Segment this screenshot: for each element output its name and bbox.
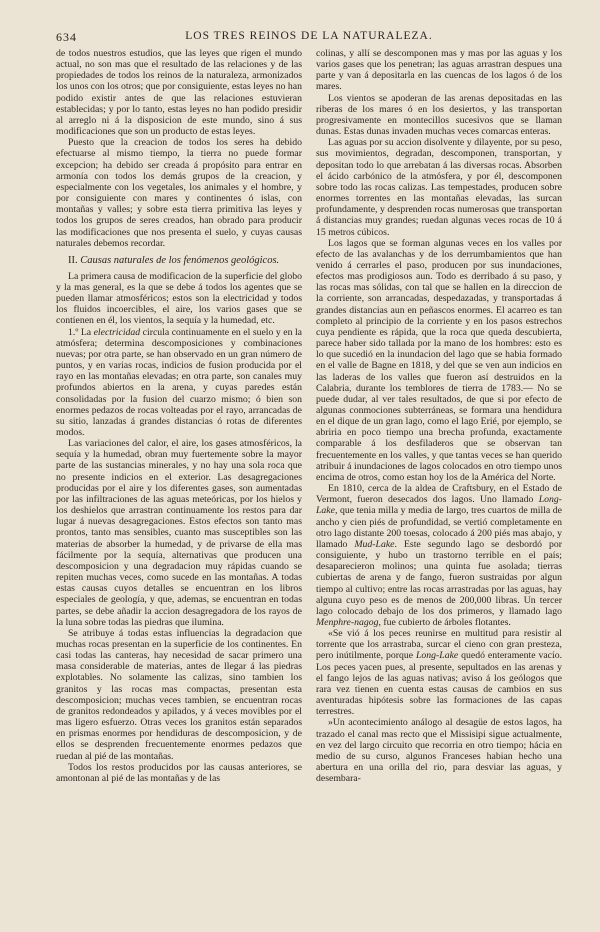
section-title: Causas naturales de los fenómenos geológicos. bbox=[80, 254, 280, 266]
lake-name: Menphre-nagog bbox=[316, 616, 379, 628]
paragraph: colinas, y allí se descomponen mas y mas por las aguas y los varios gases que los penetran; las aguas arrastran despues una parte y van á depositarla en las cuencas de los lagos ó de los mares. bbox=[316, 48, 562, 93]
paragraph: »Un acontecimiento análogo al desagüe de estos lagos, ha trazado el canal mas recto que el Missisipi sigue actualmente, en vez del largo circuito que recorria en otro tiempo; hácia en medio de su curso, algunos Franceses habian hecho una abertura en una orilla del rio, para desviar las aguas, y desembara- bbox=[316, 717, 562, 785]
paragraph: «Se vió á los peces reunirse en multitud para resistir al torrente que los arrastraba, surcar el cieno con gran presteza, pero inútilmente, porque Long-Lake quedó enteramente vacío. Los peces yacen pues, al presente, sepultados en las arenas y el fango lejos de las aguas nativas; aviso á los geólogos que rara vez tienen en cuenta estas causas de cambios en sus aventuradas hipótesis sobre las formaciones de las capas terrestres. bbox=[316, 628, 563, 718]
paragraph: Los vientos se apoderan de las arenas depositadas en las riberas de los mares ó en los desiertos, y las transportan progresivamente en montecillos sucesivos que se llaman dunas. Estas dunas invaden muchas veces comarcas enteras. bbox=[316, 92, 562, 138]
page-number: 634 bbox=[56, 30, 77, 44]
paragraph: Las aguas por su accion disolvente y dilayente, por su peso, sus movimientos, degradan, descomponen, transportan, y depositan todo lo que arrebatan á las diversas rocas. Absorben el ácido carbónico de la atmósfera, y por él, descomponen sobre todo las rocas calizas. Las tempestades, producen sobre enormes torrentes en las montañas elevadas, las surcan profundamente, y desprenden rocas numerosas que transportan á distancias muy grandes; ruedan algunas veces rocas de 10 á 15 metros cúbicos. bbox=[316, 137, 562, 238]
page-header bbox=[56, 28, 562, 46]
paragraph: En 1810, cerca de la aldea de Craftsbury, en el Estado de Vermont, fueron desecados dos lagos. Uno llamado Long-Lake, que tenia milla y media de largo, tres cuartos de milla de ancho y cien piés de profundidad, se vertió completamente en otro lago distante 200 toesas, colocado á 200 piés mas abajo, y llamado Mud-Lake. Este segundo lago se desbordó por consiguiente, y hubo un trastorno terrible en el país; desaparecieron molinos; una quinta fue asolada; tierras cubiertas de arena y de fango, fueron sustraidas por algun tiempo al cultivo; entre las rocas arrastradas por las aguas, hay alguna cuyo peso es de menos de 200,000 libras. Un tercer lago colocado debajo de los dos primeros, y llamado lago Menphre-nagog, fue cubierto de árboles flotantes. bbox=[316, 483, 562, 628]
paragraph: Se atribuye á todas estas influencias la degradacion que muchas rocas presentan en la superficie de los continentes. En casi todas las canteras, hay necesidad de sacar primero una masa considerable de materias, antes de llegar á las piedras explotables. No solamente las calizas, sino tambien los granitos y las rocas mas compactas, presentan esta descomposicion; muchas veces tambien, se encuentran rocas de granitos redondeados y apilados, y á veces movibles por el mas ligero esfuerzo. Otras veces los granitos están separados en prismas enormes por hendiduras de descomposicion, y de ellos se desprenden frecuentemente enormes pedazos que ruedan al pié de las montañas. bbox=[56, 627, 302, 762]
paragraph: Los lagos que se forman algunas veces en los valles por efecto de las avalanchas y de los derrumbamientos que han venido á cerrarles el paso, producen por sus inundaciones, efectos mas prodigiosos aun. Todo es derribado á su paso, y las rocas mas sólidas, con tal que se hallen en la direccion de la corriente, son arrancadas, despedazadas, y transportadas á grandes distancias aun en peñascos enormes. El acarreo es tan completo al principio de la corriente y en los pasos estrechos cuya pendiente es rápida, que la roca que queda descubierta, parece haber sido tallada por la mano de los hombres: esto es lo que sucedió en la inundacion del lago que se habia formado en el valle de Bagne en 1818, y del que se ven aun indicios en las laderas de los valles que fueron así destruidos en la Calabria, durante los temblores de tierra de 1783.— No se puede dudar, al ver tales resultados, de que si por efecto de algunas conmociones subterráneas, se formara una hendidura en el dique de un gran lago, como el lago Erié, por ejemplo, se abriria en poco tiempo una brecha profunda, exactamente comparable á los desfiladeros que se observan tan frecuentemente en los valles, y que tantas veces se han querido atribuir á inundaciones de lagos colocados en otro tiempo unos encima de otros, como estan hoy los de la América del Norte. bbox=[316, 237, 562, 483]
lake-name: Mud-Lake bbox=[354, 538, 395, 550]
paragraph: La primera causa de modificacion de la superficie del globo y la mas general, es la que se debe á todos los agentes que se pueden llamar atmosféricos; estos son la electricidad y todos los fluidos incoercibles, el aire, los varios gases que se contienen en él, los vientos, la sequía y la humedad, etc. bbox=[56, 270, 302, 327]
section-heading bbox=[56, 255, 302, 266]
paragraph: Puesto que la creacion de todos los seres ha debido efectuarse al mismo tiempo, la tierra no puede formar excepcion; ha debido ser creada á propósito para entrar en armonía con todos los demás grupos de la creacion, y especialmente con los vegetales, los animales y el hombre, y por consiguiente con mares y continentes ó islas, con montañas y valles; y sobre esta tierra primitiva las leyes y todos los grupos de seres creados, han obrado para producir las modificaciones que nos presenta el suelo, y cuyas causas naturales debemos recordar. bbox=[56, 137, 302, 249]
section-number: II. bbox=[68, 254, 78, 266]
left-column bbox=[56, 48, 302, 784]
text-columns bbox=[56, 48, 562, 784]
lake-name: Long-Lake bbox=[316, 494, 562, 517]
lake-name: Long-Lake bbox=[416, 650, 459, 662]
paragraph: de todos nuestros estudios, que las leyes que rigen el mundo actual, no son mas que el resultado de las relaciones y de las propiedades de todos los reinos de la naturaleza, armonizados los unos con los otros; que por consiguiente, estas leyes no han podido existir antes de que las relaciones estuvieran establecidas; y por lo tanto, estas leyes no han podido presidir al arreglo ni á la disposicion de este mundo, sino á sus modificaciones que son un producto de estas leyes. bbox=[56, 48, 302, 138]
right-column bbox=[316, 48, 562, 784]
paragraph: Las variaciones del calor, el aire, los gases atmosféricos, la sequía y la humedad, obran muy fuertemente sobre la mayor parte de las sustancias minerales, y no hay una sola roca que no presente indicios en el exterior. Las desagregaciones producidas por el aire y los diferentes gases, son aumentadas por las infiltraciones de las aguas meteóricas, por los hielos y los deshielos que arrastran continuamente los restos para dar lugar á nuevas desagregaciones. Estos efectos son tanto mas prontos, tanto mas sensibles, cuanto mas susceptibles son las materias de absorber la humedad, y de privarse de ella mas fácilmente por la sequía, alternativas que producen una descomposicion y una degradacion muy rápidas cuando se repiten muchas veces, como sucede en las montañas. A todas estas causas cuyos detalles se encuentran en los libros especiales de geología, y que, ademas, se encuentran en todas partes, se debe añadir la accion desagregadora de los rayos de la luna sobre todas las piedras que ilumina. bbox=[56, 438, 302, 628]
paragraph: Todos los restos producidos por las causas anteriores, se amontonan al pié de las montañas y de las bbox=[56, 761, 302, 784]
running-title: LOS TRES REINOS DE LA NATURALEZA. bbox=[185, 30, 433, 42]
paragraph: 1.º La electricidad circula continuamente en el suelo y en la atmósfera; determina descomposiciones y combinaciones nuevas; por otra parte, se han observado en un gran número de puntos, y en varias rocas, indicios de fusion producida por el rayo en las montañas elevadas; en otra parte, son canales muy profundos abiertos en la arena, y cuyas paredes están consolidadas por la fusion del cuarzo mismo; ó bien son enormes pedazos de rocas volteadas por el rayo, arrancadas de su sitio, lanzadas á grandes distancias ó rotas de diferentes modos. bbox=[56, 326, 302, 438]
term-electricidad: electricidad bbox=[93, 326, 141, 338]
